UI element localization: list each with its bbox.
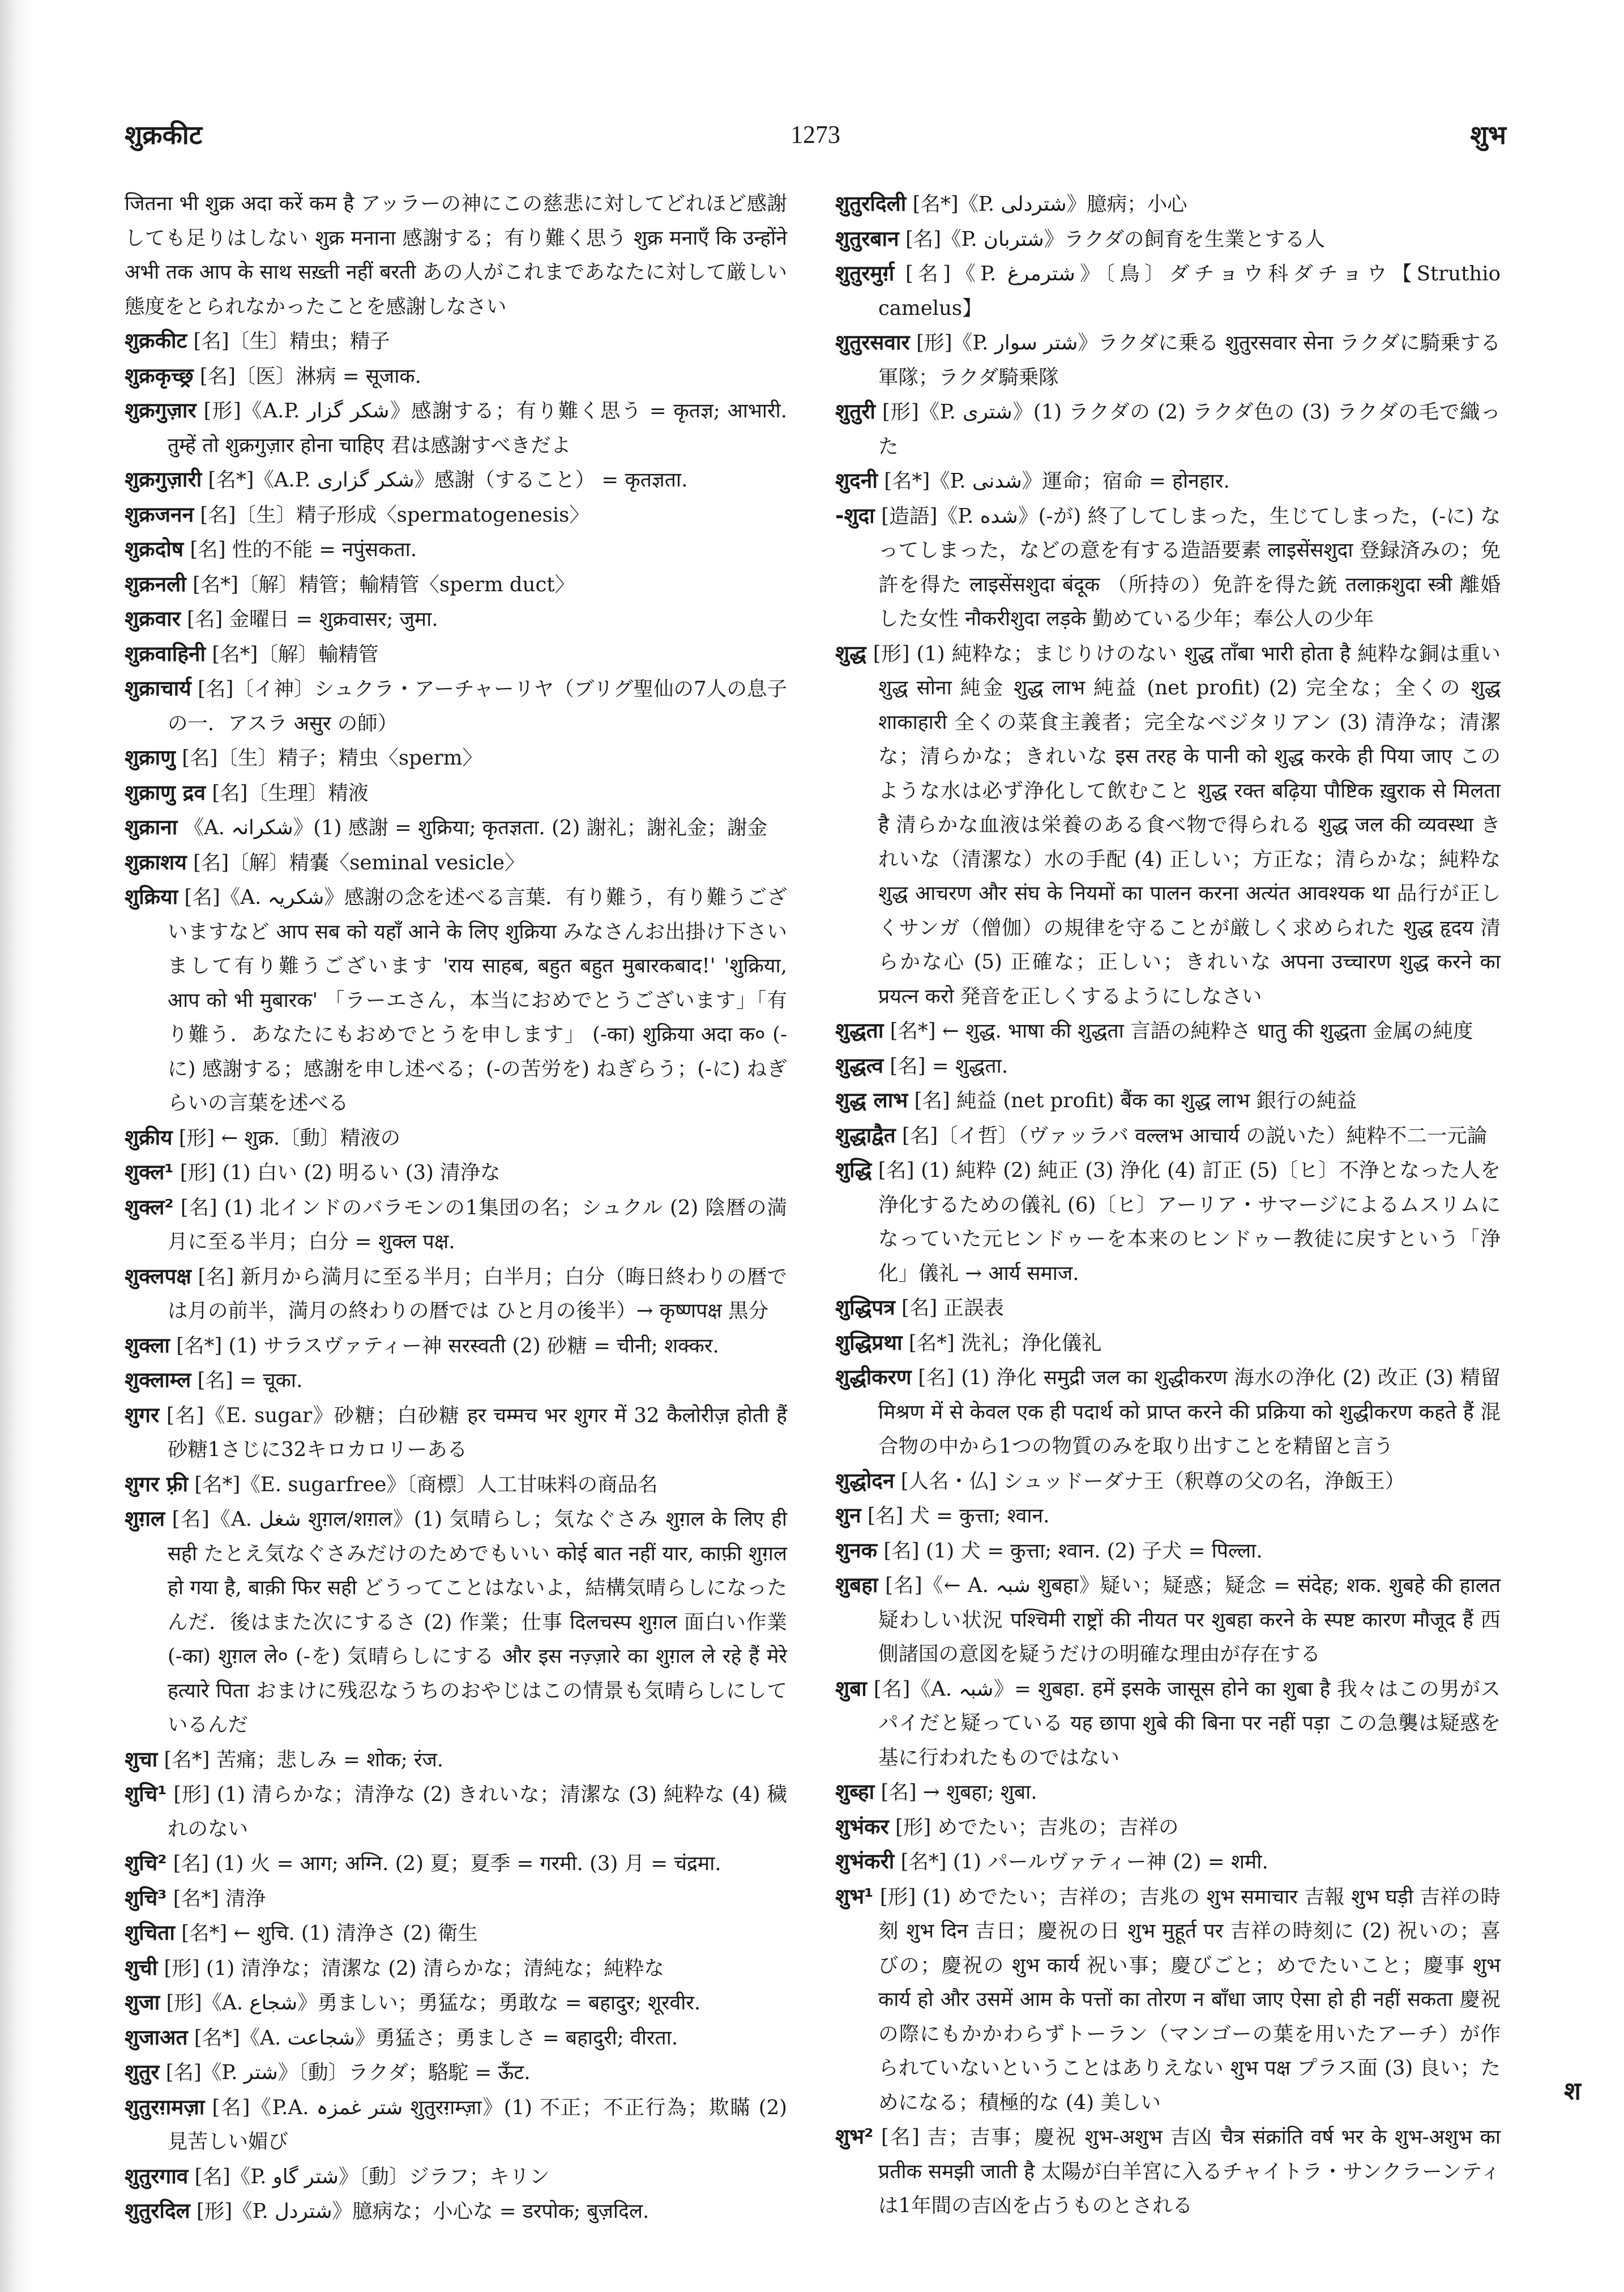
entry-definition: [名] 金曜日 = शुक्रवासर; जुमा. [187,608,438,631]
entry-definition: [名]〔イ神〕シュクラ・アーチャーリヤ（ブリグ聖仙の7人の息子の一．アスラ असुर の師） [168,677,787,735]
entry-definition: [名]《← A. شبہ शुबहा》疑い；疑惑；疑念 = संदेह; शक. शुबहे की हालत 疑わしい状況 पश्चिमी राष्ट्रों की नीयत पर शुबहा करने के स्पष्ट कारण मौजूद हैं 西側諸国の意図を疑うだけの明確な理由が存在する [878,1574,1501,1666]
entry-definition: [名]〔医〕淋病 = सूजाक. [199,364,421,388]
entry-definition: [人名・仏] シュッドーダナ王（釈尊の父の名，浄飯王） [900,1469,1405,1493]
entry-headword: शुचि³ [125,1885,167,1910]
entry-headword: शुभंकर [835,1814,889,1839]
dictionary-entry [835,1153,1501,1291]
entry-headword: शुक्राना [125,815,178,839]
entry-headword: शुबा [835,1676,867,1701]
entry-definition: [形]《P. شتری》(1) ラクダの (2) ラクダ色の (3) ラクダの毛で織った [878,400,1501,458]
entry-definition: [名*] (1) サラスヴァティー神 सरस्वती (2) 砂糖 = चीनी; शक्कर. [176,1334,719,1358]
entry-definition: [形]《P. شتردل》臆病な；小心な = डरपोक; बुज़दिल. [196,2200,649,2223]
dictionary-entry [125,846,787,881]
right-guide-word: शुभ [1470,119,1506,150]
entry-definition: [名]《A. شبہ》= शुबहा. हमें इसके जासूस होने का शुबा है 我々はこの男がスパイだと疑っている यह छापा शुबे की बिना पर नहीं पड़ा この急襲は疑惑を基に行われたものではない [873,1677,1501,1769]
page-header [125,113,1506,159]
entry-headword: शुद्धत्व [835,1053,884,1078]
dictionary-entry [125,1986,787,2021]
dictionary-entry [835,1845,1501,1880]
entry-headword: शुक्राणु [125,745,176,770]
dictionary-entry [835,257,1501,326]
left-guide-word: शुक्रकीट [125,119,203,150]
entry-definition: [名] (1) 北インドのバラモンの1集団の名；シュクル (2) 陰暦の満月に至る半月；白分 = शुक्ल पक्ष. [168,1196,787,1253]
dictionary-entry [835,1672,1501,1775]
dictionary-entry [125,1329,787,1364]
dictionary-entry [835,1119,1501,1154]
entry-definition: [名*] 苦痛；悲しみ = शोक; रंज. [164,1748,444,1772]
dictionary-entry [125,1743,787,1778]
dictionary-entry [125,359,787,394]
dictionary-entry [125,1398,787,1467]
entry-headword: शुक्रगुज़ार [125,398,196,422]
entry-definition: [名] = शुद्धता. [890,1054,1008,1078]
entry-headword: शुतुरी [835,399,875,424]
entry-definition: [名] → शुबहा; शुबा. [881,1781,1037,1804]
entry-definition: [名]《P. شتربان》ラクダの飼育を生業とする人 [905,227,1326,251]
entry-headword: शुब्हा [835,1779,875,1804]
entry-definition: [名]〔イ哲〕（ヴァッラバ वल्लभ आचार्य の説いた）純粋不二一元論 [901,1124,1488,1147]
dictionary-entry [125,187,787,324]
entry-headword: शुतुरदिल [125,2199,190,2223]
dictionary-entry [125,2194,787,2229]
dictionary-entry [125,1951,787,1986]
dictionary-entry [125,2021,787,2056]
entry-definition: [名] (1) 浄化 समुद्री जल का शुद्धीकरण 海水の浄化 (2) 改正 (3) 精留 मिश्रण में से केवल एक ही पदार्थ को प्राप्त करने की प्रक्रिया को शुद्धीकरण कहते हैं 混合物の中から1つの物質のみを取り出すことを精留と言う [878,1366,1501,1458]
entry-definition: [名*] ← शुचि. (1) 清浄さ (2) 衛生 [181,1922,478,1945]
dictionary-entry [835,326,1501,395]
entry-definition: [名]《P. شتر گاو》〔動〕ジラフ；キリン [194,2165,550,2188]
entry-headword: शुद्धिपत्र [835,1295,895,1320]
dictionary-entry [125,324,787,359]
entry-definition: [名] (1) 犬 = कुत्ता; श्वान. (2) 子犬 = पिल्ला. [883,1539,1263,1563]
entry-definition: [造語]《P. شده》(-が) 終了してしまった，生じてしまった，(-に) なってしまった，などの意を有する造語要素 लाइसेंसशुदा 登録済みの；免許を得た लाइसेंसशुदा बंदूक （所持の）免許を得た銃 तलाक़शुदा स्त्री 離婚した女性 नौकरीशुदा लड़के 勤めている少年；奉公人の少年 [878,504,1501,630]
entry-definition: [名]《E. sugar》砂糖；白砂糖 हर चम्मच भर शुगर में 32 कैलोरीज़ होती हैं 砂糖1さじに32キロカロリーある [166,1403,787,1461]
entry-headword: शुद्धि [835,1158,872,1182]
entry-definition: [名] (1) 火 = आग; अग्नि. (2) 夏；夏季 = गरमी. (3) 月 = चंद्रमा. [173,1852,721,1875]
dictionary-entry [125,567,787,603]
entry-definition: [名]〔生理〕精液 [212,781,369,805]
dictionary-entry [125,637,787,672]
dictionary-entry [125,2090,787,2159]
entry-headword: शुद्धीकरण [835,1365,912,1389]
dictionary-entry [125,776,787,811]
dictionary-entry [835,1775,1501,1810]
entry-definition: [名]《P. شترمرغ》〔鳥〕ダチョウ科ダチョウ【Struthio camelus】 [878,262,1501,320]
entry-definition: [名*] ← शुद्ध. भाषा की शुद्धता 言語の純粋さ धातु की शुद्धता 金属の純度 [890,1019,1473,1043]
entry-definition: जितना भी शुक्र अदा करें कम है アッラーの神にこの慈悲に対してどれほど感謝しても足りはしない शुक्र मनाना 感謝する；有り難く思う शुक्र मनाएँ कि उन्होंने अभी तक आप के साथ सख़्ती नहीं बरती あの人がこれまであなたに対して厳しい態度をとられなかったことを感謝しなさい [125,192,787,318]
dictionary-entry [125,1260,787,1329]
entry-definition: [名] 純益 (net profit) बैंक का शुद्ध लाभ 銀行の純益 [914,1089,1357,1112]
entry-definition: [名*]《E. sugarfree》〔商標〕人工甘味料の商品名 [194,1472,658,1496]
entry-headword: शुद्धता [835,1018,884,1043]
entry-definition: [名]〔解〕精嚢〈seminal vesicle〉 [193,851,525,874]
dictionary-entry [125,532,787,567]
dictionary-entry [835,1464,1501,1499]
entry-definition: [名]〔生〕精子；精虫〈sperm〉 [182,746,483,770]
entry-definition: [名]《A. شکریہ》感謝の念を述べる言葉．有り難う，有り難うございますなど आप सब को यहाँ आने के लिए शुक्रिया みなさんお出掛け下さいまして有り難うございます 'राय साहब, बहुत बहुत मुबारकबाद!' 'शुक्रिया, आप को भी मुबारक' 「ラーエさん，本当におめでとうございます」「有り難う．あなたにもおめでとうを申します」 (-का) शुक्रिया अदा क० (-に) 感謝する；感謝を申し述べる；(-の苦労を) ねぎらう；(-に) ねぎらいの言葉を述べる [168,886,787,1115]
dictionary-entry [125,1190,787,1260]
entry-headword: शुक्राचार्य [125,676,191,701]
entry-definition: [名]〔生〕精虫；精子 [193,330,390,353]
entry-definition: [名] 性的不能 = नपुंसकता. [190,538,417,561]
entry-headword: शुद्धाद्वैत [835,1122,896,1147]
dictionary-entry [835,1291,1501,1326]
entry-headword: शुक्रकृच्छ्र [125,363,194,388]
entry-headword: शुद्ध लाभ [835,1088,908,1112]
entry-definition: [名]《P.A. شتر غمزہ शुतुरग़म्ज़ा》(1) 不正；不正行為；欺瞞 (2) 見苦しい媚び [168,2095,787,2153]
entry-headword: शुक्ल² [125,1194,174,1219]
dictionary-entry [125,1881,787,1917]
entry-definition: [名] (1) 純粋 (2) 純正 (3) 浄化 (4) 訂正 (5)〔ヒ〕不浄となった人を浄化するための儀礼 (6)〔ヒ〕アーリア・サマージによるムスリムになっていた元ヒンドゥーを本来のヒンドゥー教徒に戻すという「浄化」儀礼 → आर्य समाज. [878,1159,1501,1285]
entry-definition: [名] 正誤表 [901,1296,1005,1320]
entry-definition: [名] 新月から満月に至る半月；白半月；白分（晦日終わりの暦では月の前半，満月の終わりの暦では ひと月の後半）→ कृष्णपक्ष 黒分 [168,1265,787,1322]
entry-headword: शुची [125,1955,158,1980]
entry-headword: शुक्रदोष [125,537,184,561]
entry-headword: शुबहा [835,1573,878,1597]
dictionary-entry [835,1360,1501,1464]
entry-headword: शुक्रकीट [125,328,187,353]
thumb-index-tab: श [1564,2077,1581,2106]
dictionary-entry [835,1534,1501,1569]
entry-definition: [形] (1) 清らかな；清浄な (2) きれいな；清潔な (3) 純粋な (4) 穢れのない [168,1783,787,1841]
entry-headword: शुतुर [125,2060,160,2084]
dictionary-entry [835,1810,1501,1845]
entry-definition: [名]〔生〕精子形成〈spermatogenesis〉 [200,503,589,527]
entry-headword: शुतुरग़मज़ा [125,2094,205,2119]
dictionary-entry [125,741,787,776]
dictionary-entry [125,2159,787,2195]
entry-headword: शुक्लपक्ष [125,1264,191,1288]
entry-definition: [名*]〔解〕輸精管 [212,642,379,666]
entry-headword: शुन [835,1503,861,1527]
left-column [125,187,787,2229]
entry-headword: शुचिता [125,1920,175,1945]
dictionary-entry [835,1014,1501,1049]
entry-headword: शुचा [125,1747,158,1772]
entry-headword: शुगर फ़्री [125,1471,189,1496]
entry-definition: [名*]〔解〕精管；輸精管〈sperm duct〉 [193,573,575,596]
entry-headword: शुभ² [835,2124,874,2149]
right-column [835,187,1501,2223]
dictionary-entry [125,672,787,741]
dictionary-entry [125,394,787,463]
dictionary-entry [835,464,1501,499]
entry-definition: [形]《A. شجاع》勇ましい；勇猛な；勇敢な = बहादुर; शूरवीर. [166,1991,701,2014]
entry-headword: शुतुरगाव [125,2163,189,2188]
dictionary-entry [835,395,1501,464]
entry-headword: शुक्ला [125,1333,170,1358]
entry-headword: शुक्रवाहिनी [125,641,206,666]
entry-definition: [形] ← शुक्र.〔動〕精液の [178,1126,401,1150]
entry-definition: [形] めでたい；吉兆の；吉祥の [895,1815,1179,1839]
dictionary-entry [125,498,787,533]
entry-headword: शुक्रीय [125,1125,173,1150]
entry-definition: 《A. شکرانہ》(1) 感謝 = शुक्रिया; कृतज्ञता. (2) 謝礼；謝礼金；謝金 [183,816,768,839]
dictionary-entry [835,187,1501,222]
entry-headword: शुक्राशय [125,850,187,874]
entry-definition: [形]《P. شتر سوار》ラクダに乗る शुतुरसवार सेना ラクダに騎乗する軍隊；ラクダ騎乗隊 [878,331,1501,389]
dictionary-entry [125,1916,787,1951]
dictionary-entry [125,2055,787,2090]
dictionary-entry [125,1777,787,1846]
entry-definition: [名] = चूका. [197,1369,303,1392]
entry-definition: [形]《A.P. شکر گزار》感謝する；有り難く思う = कृतज्ञ; आभारी. तुम्हें तो शुक्रगुज़ार होना चाहिए 君は感謝すべきだよ [168,399,788,457]
dictionary-entry [835,1326,1501,1361]
entry-headword: -शुदा [835,503,875,528]
entry-headword: शुक्ल¹ [125,1160,174,1184]
entry-headword: शुदनी [835,468,878,493]
entry-headword: शुक्रिया [125,885,178,909]
dictionary-entry [835,499,1501,637]
entry-definition: [名] 犬 = कुत्ता; श्वान. [867,1504,1050,1527]
dictionary-entry [835,1083,1501,1119]
entry-headword: शुतुरदिली [835,191,907,216]
entry-definition: [形] (1) 白い (2) 明るい (3) 清浄な [180,1161,501,1184]
entry-definition: [名]《P. شتر》〔動〕ラクダ；駱駝 = ऊँट. [165,2061,531,2084]
entry-headword: शुक्राणु द्रव [125,780,206,805]
dictionary-entry [125,1121,787,1156]
entry-definition: [名*] 清浄 [173,1886,266,1910]
dictionary-entry [125,1467,787,1503]
dictionary-entry [835,637,1501,1014]
entry-headword: शुद्धोदन [835,1468,895,1493]
entry-definition: [形] (1) 清浄な；清潔な (2) 清らかな；清純な；純粋な [164,1956,664,1980]
page-number: 1273 [790,121,840,148]
entry-definition: [名*] 洗礼；浄化儀礼 [908,1331,1102,1355]
entry-headword: शुगर [125,1402,160,1427]
entry-headword: शुचि¹ [125,1782,167,1806]
dictionary-entry [125,1502,787,1743]
entry-headword: शुक्रगुज़ारी [125,467,202,492]
dictionary-entry [125,1363,787,1398]
entry-headword: शुजाअत [125,2025,188,2050]
dictionary-entry [125,810,787,846]
dictionary-entry [835,2120,1501,2223]
entry-headword: शुतुरसवार [835,330,910,355]
entry-definition: [名] 吉；吉事；慶祝 शुभ-अशुभ 吉凶 चैत्र संक्रांति वर्ष भर के शुभ-अशुभ का प्रतीक समझी जाती है 太陽が白羊宮に入るチャイトラ・サンクラーンティは1年間の吉凶を占うものとされる [878,2125,1501,2217]
entry-headword: शुग़ल [125,1506,165,1531]
dictionary-entry [835,1049,1501,1084]
entry-headword: शुनक [835,1538,878,1563]
entry-headword: शुक्रवार [125,607,181,631]
entry-headword: शुद्धिप्रथा [835,1330,903,1355]
entry-definition: [名*]《A. شجاعت》勇猛さ；勇ましさ = बहादुरी; वीरता. [194,2026,678,2050]
entry-headword: शुद्ध [835,641,866,665]
dictionary-entry [125,1846,787,1881]
entry-headword: शुजा [125,1990,160,2014]
dictionary-entry [835,1499,1501,1534]
entry-definition: [名*]《P. شدنی》運命；宿命 = होनहार. [884,470,1230,493]
entry-headword: शुचि² [125,1851,167,1875]
entry-headword: शुभ¹ [835,1884,874,1909]
entry-definition: [形] (1) 純粋な；まじりけのない शुद्ध ताँबा भारी होता है 純粋な銅は重い शुद्ध सोना 純金 शुद्ध लाभ 純益 (net profit) (2) 完全な；全くの शुद्ध शाकाहारी 全くの菜食主義者；完全なベジタリアン (3) 清浄な；清潔な；清らかな；きれいな इस तरह के पानी को शुद्ध करके ही पिया जाए このような水は必ず浄化して飲むこと शुद्ध रक्त बढ़िया पौष्टिक ख़ुराक से मिलता है 清らかな血液は栄養のある食べ物で得られる शुद्ध जल की व्यवस्था きれいな（清潔な）水の手配 (4) 正しい；方正な；清らかな；純粋な शुद्ध आचरण और संघ के नियमों का पालन करना अत्यंत आवश्यक था 品行が正しくサンガ（僧伽）の規律を守ることが厳しく求められた शुद्ध हृदय 清らかな心 (5) 正確な；正しい；きれいな अपना उच्चारण शुद्ध करने का प्रयत्न करो 発音を正しくするようにしなさい [873,642,1501,1008]
entry-headword: शुक्रजनन [125,502,194,527]
dictionary-entry [125,463,787,498]
entry-definition: [名*]《P. شتردلی》臆病；小心 [912,193,1187,216]
entry-headword: शुक्लाम्ल [125,1368,191,1392]
dictionary-entry [125,602,787,637]
entry-definition: [名*]《A.P. شکر گزاری》感謝（すること） = कृतज्ञता. [208,468,688,492]
entry-definition: [名]《A. شغل शुग़ल/शग़ल》(1) 気晴らし；気なぐさみ शुग़ल के लिए ही सही たとえ気なぐさみだけのためでもいい कोई बात नहीं यार, काफ़ी शुग़ल हो गया है, बाक़ी फिर सही どうってことはないよ，結構気晴らしになったんだ．後はまた次にするさ (2) 作業；仕事 दिलचस्प शुग़ल 面白い作業 (-का) शुग़ल ले० (-を) 気晴らしにする और इस नज़्ज़ारे का शुग़ल ले रहे हैं मेरे हत्यारे पिता おまけに残忍なうちのおやじはこの情景も気晴らしにしているんだ [168,1508,788,1736]
dictionary-entry [125,1155,787,1190]
entry-definition: [名*] (1) パールヴァティー神 (2) = शमी. [900,1850,1268,1873]
dictionary-entry [835,1880,1501,2120]
entry-headword: शुक्रनली [125,571,186,596]
entry-headword: शुतुरमुर्ग़ [835,261,895,285]
entry-definition: [形] (1) めでたい；吉祥の；吉兆の शुभ समाचार 吉報 शुभ घड़ी 吉祥の時刻 शुभ दिन 吉日；慶祝の日 शुभ मुहूर्त पर 吉祥の時刻に (2) 祝いの；喜びの；慶祝の शुभ कार्य 祝い事；慶びごと；めでたいこと；慶事 शुभ कार्य हो और उसमें आम के पत्तों का तोरण न बाँधा जाए ऐसा हो ही नहीं सकता 慶祝の際にもかかわらずトーラン（マンゴーの葉を用いたアーチ）が作られていないということはありえない शुभ पक्ष プラス面 (3) 良い；ためになる；積極的な (4) 美しい [878,1885,1501,2114]
scan-margin-shadow [0,0,31,2292]
entry-headword: शुभंकरी [835,1849,895,1873]
entry-headword: शुतुरबान [835,226,899,251]
dictionary-entry [835,1568,1501,1672]
dictionary-entry [835,222,1501,257]
dictionary-entry [125,880,787,1121]
